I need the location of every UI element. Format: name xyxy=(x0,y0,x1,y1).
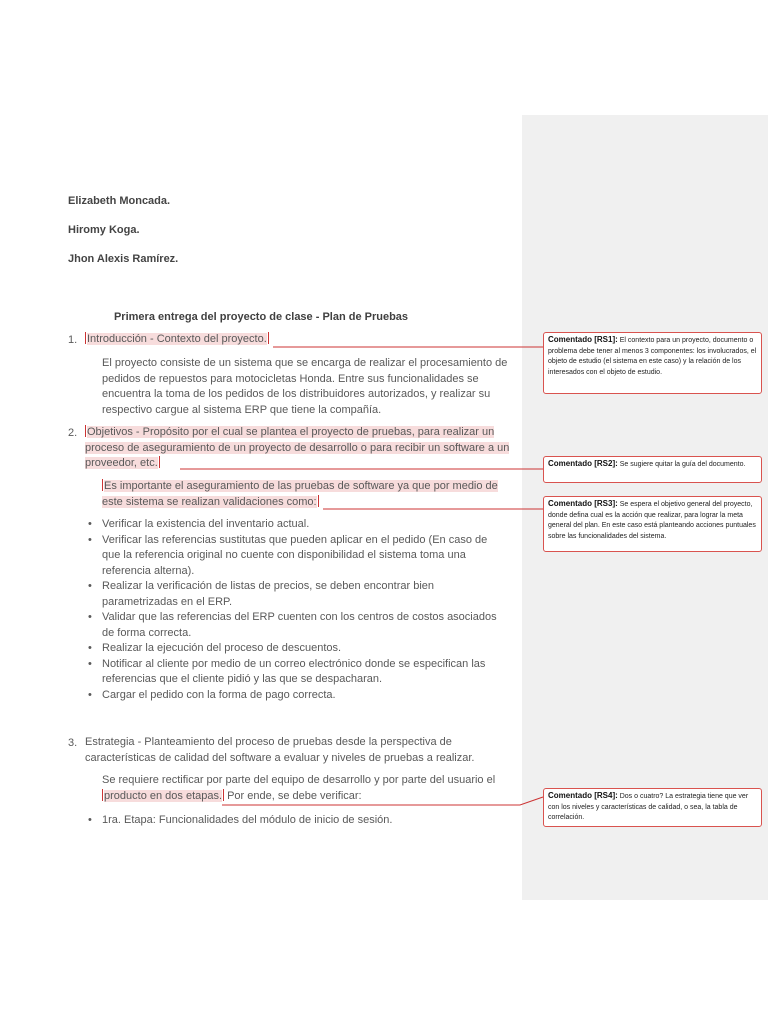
section-body-text: Por ende, se debe verificar: xyxy=(224,789,362,802)
section-heading-text: Objetivos - Propósito por el cual se plantea el proyecto de pruebas, para realizar un proceso de aseguramiento de un proyecto de desarrollo o para recibir un software a un proveedor, etc. xyxy=(85,426,510,469)
section-heading xyxy=(85,332,505,348)
section-number: 1. xyxy=(68,334,78,346)
section-heading xyxy=(85,425,513,472)
stage-list xyxy=(86,813,506,829)
review-comment[interactable] xyxy=(543,788,762,827)
author-name: Elizabeth Moncada. xyxy=(68,195,171,207)
section-body xyxy=(102,479,517,510)
list-item: • Verificar las referencias sustitutas que pueden aplicar en el pedido (En caso de que la referencia original no cuente con disponibilidad el sistema toma una referencia alterna). xyxy=(86,533,506,580)
comment-label: Comentado [RS3]: xyxy=(548,499,618,508)
validation-list xyxy=(86,517,506,703)
list-item: • Verificar la existencia del inventario actual. xyxy=(86,517,506,533)
author-name: Jhon Alexis Ramírez. xyxy=(68,253,179,265)
list-item: • Notificar al cliente por medio de un correo electrónico donde se especifican las referencias que el cliente pidió y las que se despacharan. xyxy=(86,657,506,688)
section-body-highlight: producto en dos etapas. xyxy=(104,789,223,802)
comment-label: Comentado [RS2]: xyxy=(548,459,618,468)
section-body xyxy=(102,773,522,804)
comment-text: Dos o cuatro? La estrategia tiene que ver con los niveles y características de calidad, o sea, la tabla de correlación. xyxy=(548,793,749,821)
review-comment[interactable] xyxy=(543,456,762,483)
section-body-text: Se requiere rectificar por parte del equipo de desarrollo y por parte del usuario el xyxy=(102,774,496,786)
list-item: • Realizar la ejecución del proceso de descuentos. xyxy=(86,641,506,657)
section-number: 2. xyxy=(68,427,78,439)
document-title: Primera entrega del proyecto de clase - Plan de Pruebas xyxy=(113,311,409,323)
section-heading-text: Introducción - Contexto del proyecto. xyxy=(87,333,267,345)
section-heading: Estrategia - Planteamiento del proceso de pruebas desde la perspectiva de características de calidad del software a evaluar y niveles de pruebas a realizar. xyxy=(85,736,475,764)
list-item: • Cargar el pedido con la forma de pago correcta. xyxy=(86,688,506,704)
comment-text: El contexto para un proyecto, documento o problema debe tener al menos 3 componentes: los involucrados, el objeto de estudio (el sistema en este caso) y la relación de los interesados con el objeto de estudio. xyxy=(548,337,757,376)
comment-text: Se espera el objetivo general del proyecto, donde defina cual es la acción que realizar, para lograr la meta general del plan. En este caso está planteando acciones puntuales sobre las funcionalidades del sistema. xyxy=(548,501,756,540)
review-comment[interactable] xyxy=(543,332,762,394)
section-number: 3. xyxy=(68,737,78,749)
author-name: Hiromy Koga. xyxy=(68,224,140,236)
comment-text: Se sugiere quitar la guía del documento. xyxy=(619,461,746,468)
section-body-text: Es importante el aseguramiento de las pruebas de software ya que por medio de este sistema se realizan validaciones como: xyxy=(102,480,498,508)
list-item: • 1ra. Etapa: Funcionalidades del módulo de inicio de sesión. xyxy=(86,813,506,829)
section-body: El proyecto consiste de un sistema que se encarga de realizar el procesamiento de pedidos de repuestos para motocicletas Honda. Entre sus funcionalidades se encuentra la toma de los pedidos de los distribuidores autorizados, y realizar su respectivo cargue al sistema ERP que tiene la compañía. xyxy=(102,357,508,416)
comment-label: Comentado [RS1]: xyxy=(548,335,618,344)
list-item: • Validar que las referencias del ERP cuenten con los centros de costos asociados de forma correcta. xyxy=(86,610,506,641)
review-comment[interactable] xyxy=(543,496,762,552)
comment-label: Comentado [RS4]: xyxy=(548,791,618,800)
list-item: • Realizar la verificación de listas de precios, se deben encontrar bien parametrizadas en el ERP. xyxy=(86,579,506,610)
